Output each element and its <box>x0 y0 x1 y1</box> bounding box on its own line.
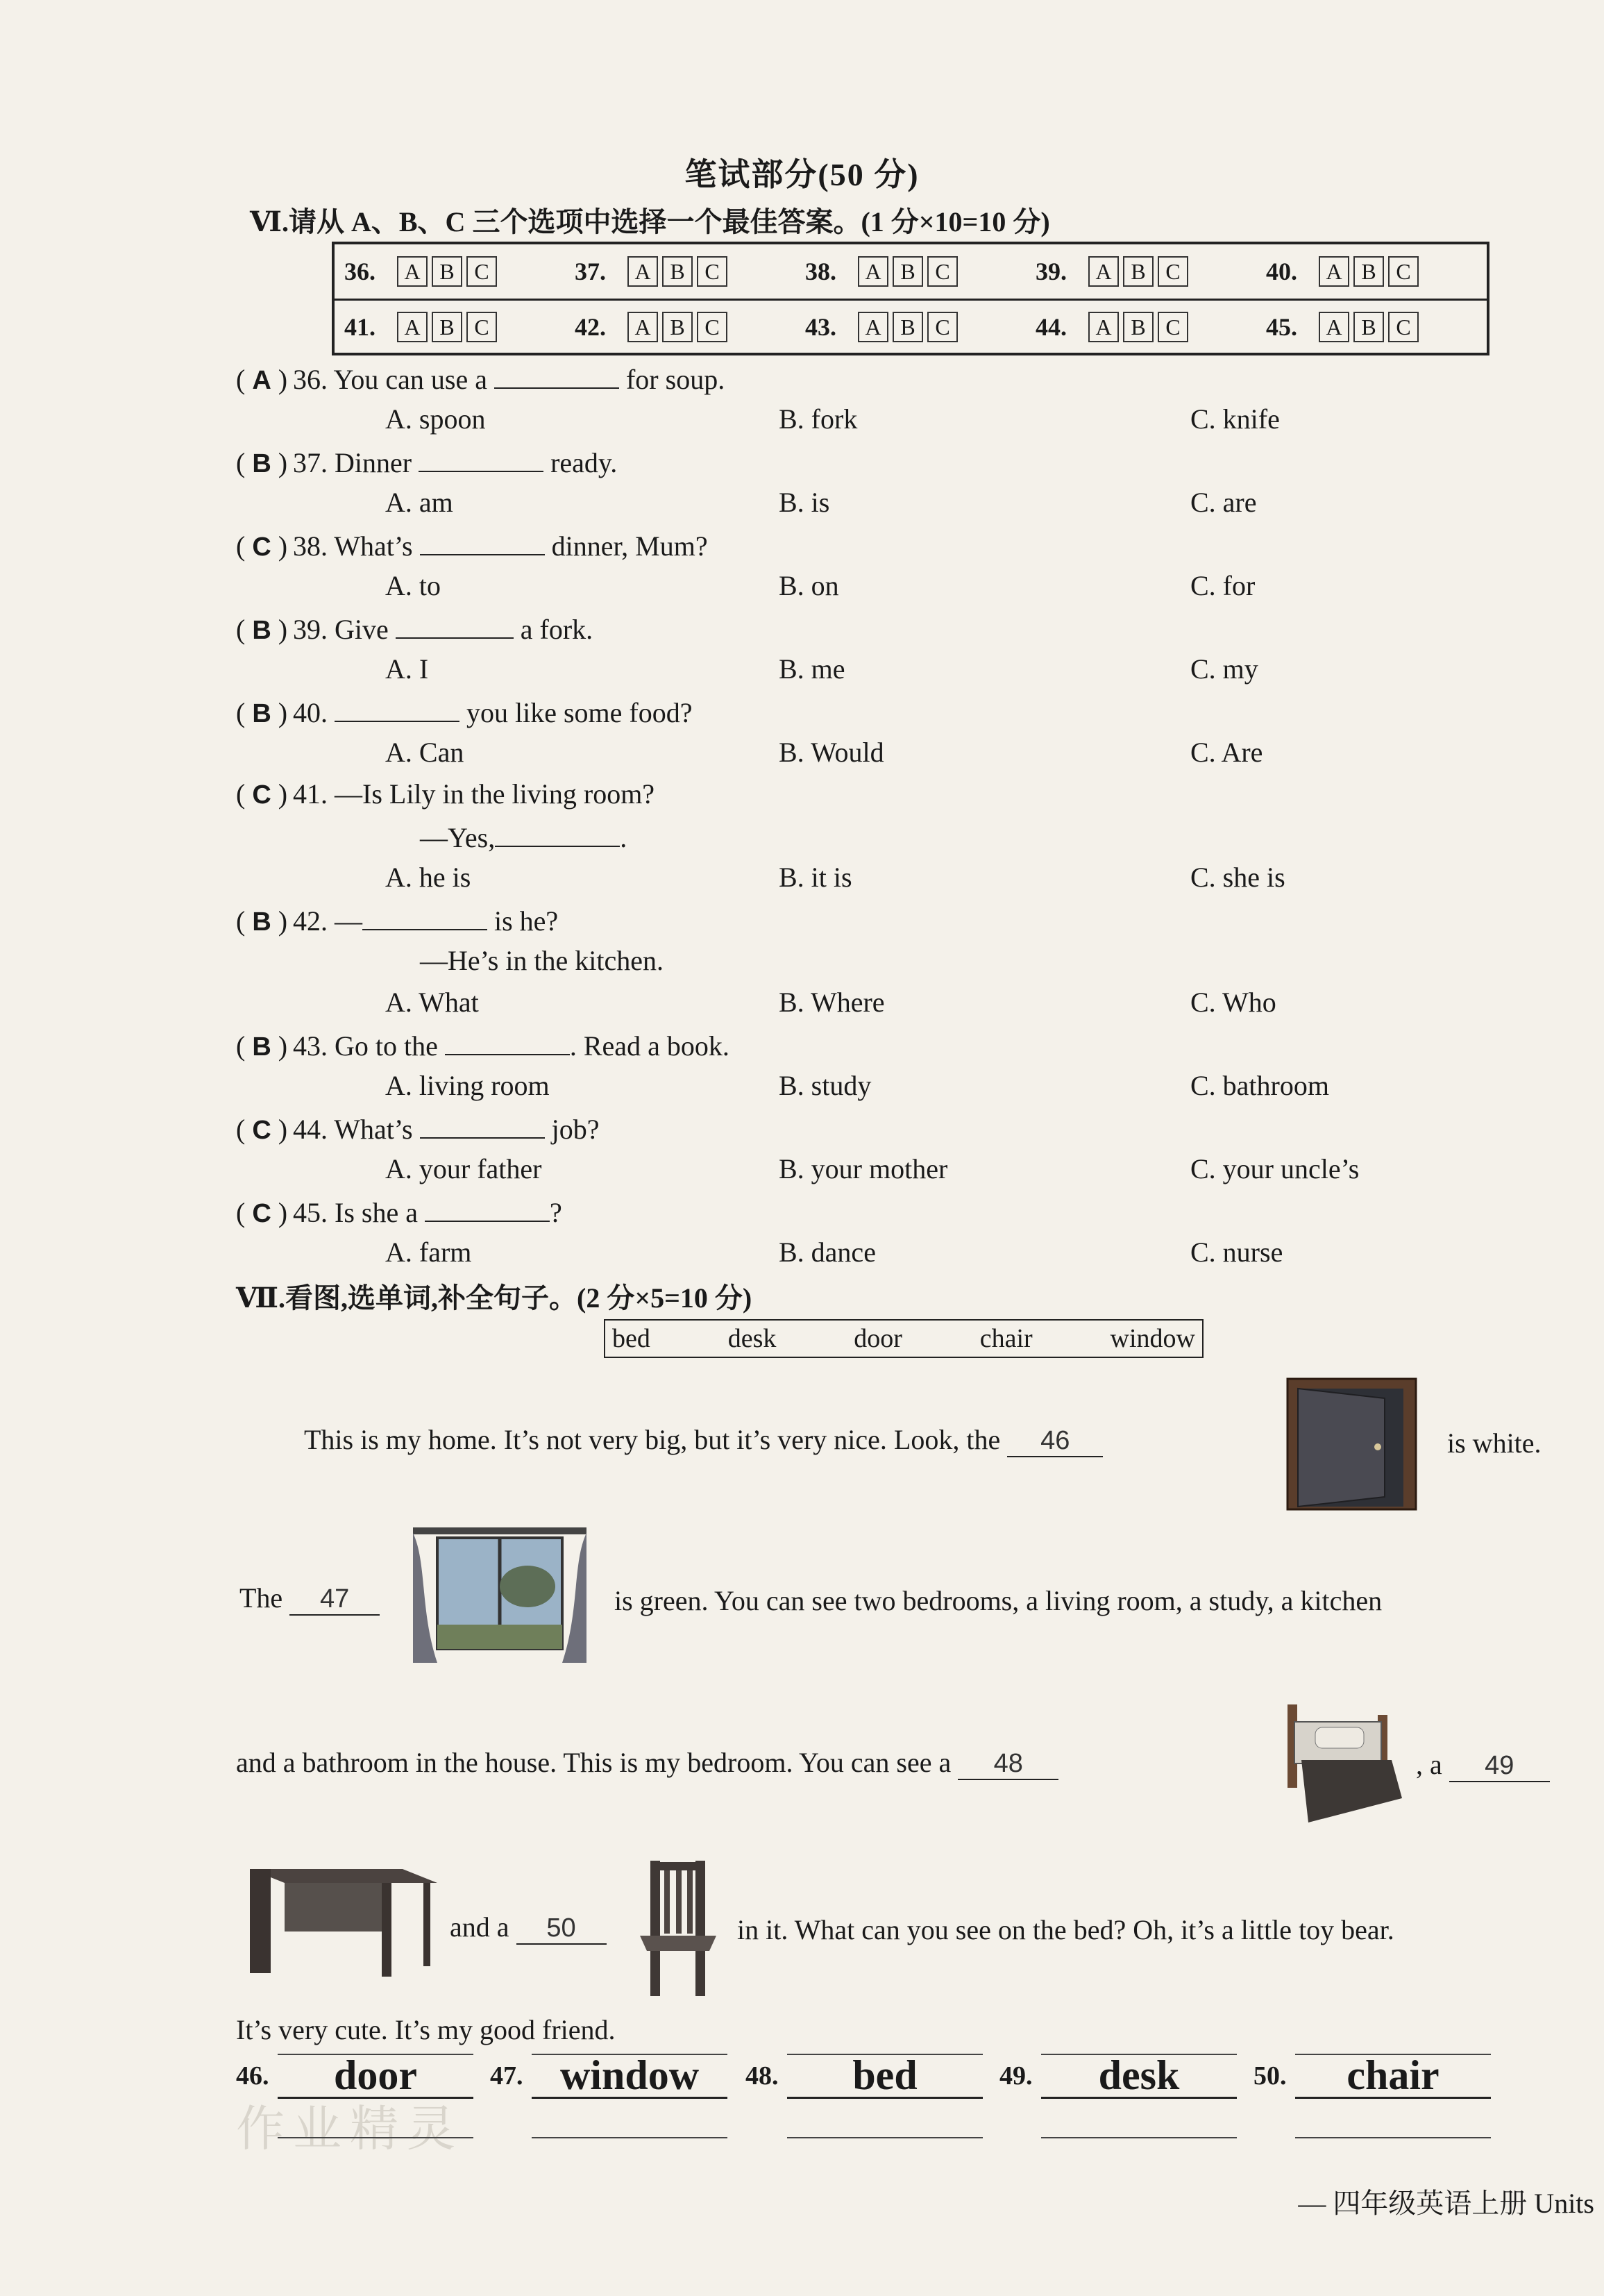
choice-box-c[interactable]: C <box>466 256 497 287</box>
desk-picture <box>236 1855 444 1980</box>
passage-text: and a <box>450 1911 509 1943</box>
answer-mark: B <box>252 449 271 478</box>
option-b[interactable]: B. your mother <box>779 1153 948 1184</box>
grid-cell <box>1026 256 1256 287</box>
question-text: a fork. <box>520 614 593 645</box>
passage-text: is white. <box>1447 1427 1542 1459</box>
choice-box-c[interactable]: C <box>1388 256 1419 287</box>
option-b[interactable]: B. dance <box>779 1237 876 1268</box>
grid-cell <box>335 256 565 287</box>
answer-mark: B <box>252 616 271 645</box>
section-6-heading: Ⅵ.请从 A、B、C 三个选项中选择一个最佳答案。(1 分×10=10 分) <box>250 206 1050 237</box>
question-number: 41. <box>293 778 328 810</box>
blank-46[interactable]: 46 <box>1007 1426 1103 1457</box>
answer-grid <box>332 242 1489 355</box>
choice-box-c[interactable]: C <box>927 312 958 342</box>
option-a[interactable]: A. to <box>385 570 441 601</box>
section-7-heading: Ⅶ.看图,选单词,补全句子。(2 分×5=10 分) <box>236 1282 752 1314</box>
choice-box-a[interactable]: A <box>1319 256 1349 287</box>
question-text: Give <box>335 614 389 645</box>
answer-mark: B <box>252 1032 271 1062</box>
window-picture <box>399 1520 600 1670</box>
option-c[interactable]: C. bathroom <box>1190 1070 1329 1101</box>
choice-box-b[interactable]: B <box>662 312 693 342</box>
answer-grid-row-1 <box>335 244 1487 301</box>
chair-picture <box>633 1854 723 2000</box>
option-a[interactable]: A. farm <box>385 1237 472 1268</box>
word-bank-item: desk <box>727 1324 777 1353</box>
question-39: ( B ) 39. Give a fork. <box>236 611 593 646</box>
word-bank <box>604 1319 1204 1358</box>
choice-box-a[interactable]: A <box>397 312 428 342</box>
option-c[interactable]: C. are <box>1190 487 1257 518</box>
choice-box-b[interactable]: B <box>893 312 923 342</box>
choice-box-a[interactable]: A <box>397 256 428 287</box>
choice-box-c[interactable]: C <box>697 256 727 287</box>
guide-line <box>1041 2137 1237 2138</box>
answer-blank[interactable] <box>494 361 619 389</box>
question-text: Is she a <box>335 1197 418 1228</box>
page-footer: — 四年级英语上册 Units <box>1298 2188 1594 2219</box>
choice-box-c[interactable]: C <box>927 256 958 287</box>
option-b[interactable]: B. it is <box>779 862 852 893</box>
option-a[interactable]: A. Can <box>385 737 464 768</box>
answer-mark: B <box>252 699 271 728</box>
grid-question-number: 45. <box>1266 313 1297 341</box>
option-c[interactable]: C. my <box>1190 653 1258 685</box>
choice-box-b[interactable]: B <box>432 256 462 287</box>
question-number: 44. <box>293 1114 328 1145</box>
option-c[interactable]: C. for <box>1190 570 1256 601</box>
passage-line-1 <box>304 1423 1103 1457</box>
choice-box-a[interactable]: A <box>1319 312 1349 342</box>
question-number: 36. <box>293 364 328 395</box>
passage-text: is green. You can see two bedrooms, a living room, a study, a kitchen <box>614 1585 1383 1616</box>
question-40: ( B ) 40. you like some food? <box>236 694 693 729</box>
answer-number: 47. <box>490 2061 523 2090</box>
grid-question-number: 40. <box>1266 258 1297 285</box>
choice-box-a[interactable]: A <box>858 312 888 342</box>
choice-box-a[interactable]: A <box>627 312 658 342</box>
answer-blank[interactable] <box>425 1194 550 1222</box>
question-text: What’s <box>334 530 413 562</box>
word-bank-item: window <box>1110 1324 1195 1353</box>
choice-box-c[interactable]: C <box>1388 312 1419 342</box>
answer-mark: C <box>252 533 271 562</box>
grid-cell <box>1026 312 1256 342</box>
answer-slot-50[interactable]: chair <box>1295 2054 1491 2099</box>
answer-mark: A <box>252 366 271 395</box>
answer-blank[interactable] <box>445 1028 570 1055</box>
page-title: 笔试部分(50 分) <box>684 157 920 192</box>
grid-question-number: 42. <box>575 313 606 341</box>
passage-line-3-end <box>1416 1748 1550 1782</box>
grid-question-number: 37. <box>575 258 606 285</box>
passage-text: in it. What can you see on the bed? Oh, it’s a little toy bear. <box>737 1914 1394 1945</box>
choice-box-b[interactable]: B <box>1353 256 1384 287</box>
answer-number: 50. <box>1253 2061 1287 2090</box>
passage-text: This is my home. It’s not very big, but it’s very nice. Look, the <box>304 1424 1001 1455</box>
choice-box-c[interactable]: C <box>1158 312 1188 342</box>
choice-box-c[interactable]: C <box>466 312 497 342</box>
word-bank-item: chair <box>979 1324 1033 1353</box>
option-a[interactable]: A. What <box>385 987 479 1018</box>
question-number: 45. <box>293 1197 328 1228</box>
choice-box-a[interactable]: A <box>1088 256 1119 287</box>
option-b[interactable]: B. me <box>779 653 845 685</box>
blank-50[interactable]: 50 <box>516 1913 607 1945</box>
question-text: You can use a <box>333 364 487 395</box>
question-text: job? <box>551 1114 600 1145</box>
word-bank-item: door <box>854 1324 902 1353</box>
option-b[interactable]: B. Would <box>779 737 884 768</box>
question-number: 37. <box>293 447 328 478</box>
choice-box-a[interactable]: A <box>627 256 658 287</box>
passage-text: and a bathroom in the house. This is my bedroom. You can see a <box>236 1747 952 1778</box>
choice-box-b[interactable]: B <box>893 256 923 287</box>
option-a[interactable]: A. living room <box>385 1070 550 1101</box>
answer-slot-47[interactable]: window <box>532 2054 727 2099</box>
passage-line-4 <box>450 1911 607 1945</box>
question-44: ( C ) 44. What’s job? <box>236 1111 599 1146</box>
question-text: What’s <box>334 1114 413 1145</box>
grid-question-number: 38. <box>805 258 836 285</box>
choice-box-b[interactable]: B <box>432 312 462 342</box>
guide-line <box>278 2137 473 2138</box>
guide-line <box>532 2137 727 2138</box>
answer-blank[interactable] <box>335 694 459 722</box>
option-b[interactable]: B. is <box>779 487 830 518</box>
passage-line-3 <box>236 1746 1058 1780</box>
question-43: ( B ) 43. Go to the . Read a book. <box>236 1028 729 1062</box>
choice-box-a[interactable]: A <box>1088 312 1119 342</box>
option-c[interactable]: C. nurse <box>1190 1237 1283 1268</box>
grid-question-number: 41. <box>344 313 375 341</box>
question-36: ( A ) 36. You can use a for soup. <box>236 361 725 396</box>
question-number: 38. <box>293 530 328 562</box>
question-text: is he? <box>494 905 559 937</box>
question-41-line-2: —Yes, . <box>420 819 627 854</box>
answer-slot-49[interactable]: desk <box>1041 2054 1237 2099</box>
answer-number: 46. <box>236 2061 269 2090</box>
blank-47[interactable]: 47 <box>289 1584 380 1616</box>
option-c[interactable]: C. Who <box>1190 987 1276 1018</box>
question-number: 39. <box>293 614 328 645</box>
option-b[interactable]: B. Where <box>779 987 885 1018</box>
grid-question-number: 44. <box>1036 313 1067 341</box>
question-text: —Yes, <box>420 822 496 853</box>
choice-box-c[interactable]: C <box>1158 256 1188 287</box>
question-text: — <box>335 905 362 937</box>
question-text: Go to the <box>335 1030 438 1062</box>
question-45: ( C ) 45. Is she a ? <box>236 1194 562 1229</box>
grid-cell <box>1256 256 1487 287</box>
question-38: ( C ) 38. What’s dinner, Mum? <box>236 528 708 562</box>
choice-box-b[interactable]: B <box>1123 256 1154 287</box>
answer-mark: B <box>252 907 271 937</box>
question-text: ready. <box>550 447 618 478</box>
grid-cell <box>795 256 1026 287</box>
bed-picture <box>1274 1694 1416 1833</box>
answer-blank[interactable] <box>419 444 543 472</box>
question-42-line-2: —He’s in the kitchen. <box>420 945 664 976</box>
watermark-stamp: 作业精灵 <box>236 2103 464 2156</box>
answer-blank[interactable] <box>420 1111 545 1139</box>
grid-cell <box>795 312 1026 342</box>
question-number: 42. <box>293 905 328 937</box>
option-a[interactable]: A. spoon <box>385 403 486 435</box>
word-bank-item: bed <box>612 1324 650 1353</box>
answer-grid-row-2 <box>335 300 1487 354</box>
answer-number: 49. <box>999 2061 1033 2090</box>
question-text: for soup. <box>625 364 725 395</box>
answer-slot-46[interactable]: door <box>278 2054 473 2099</box>
option-b[interactable]: B. on <box>779 570 839 601</box>
question-37: ( B ) 37. Dinner ready. <box>236 444 617 479</box>
answer-blank[interactable] <box>420 528 545 555</box>
question-text: you like some food? <box>466 697 693 728</box>
answer-mark: C <box>252 1199 271 1228</box>
answer-mark: C <box>252 1116 271 1145</box>
option-c[interactable]: C. knife <box>1190 403 1280 435</box>
blank-48[interactable]: 48 <box>958 1749 1058 1780</box>
question-number: 40. <box>293 697 328 728</box>
answer-blank[interactable] <box>396 611 514 639</box>
choice-box-a[interactable]: A <box>858 256 888 287</box>
question-text: Dinner <box>335 447 412 478</box>
answer-number: 48. <box>745 2061 779 2090</box>
question-text: . Read a book. <box>569 1030 729 1062</box>
door-picture <box>1281 1373 1426 1516</box>
grid-cell <box>335 312 565 342</box>
option-a[interactable]: A. I <box>385 653 429 685</box>
option-a[interactable]: A. he is <box>385 862 471 893</box>
grid-cell <box>1256 312 1487 342</box>
guide-line <box>787 2137 983 2138</box>
grid-question-number: 39. <box>1036 258 1067 285</box>
passage-text: The <box>239 1582 283 1614</box>
answer-blank[interactable] <box>495 819 620 847</box>
question-41: ( C ) 41. —Is Lily in the living room? <box>236 778 655 810</box>
choice-box-c[interactable]: C <box>697 312 727 342</box>
choice-box-b[interactable]: B <box>1353 312 1384 342</box>
question-text: dinner, Mum? <box>551 530 708 562</box>
option-c[interactable]: C. your uncle’s <box>1190 1153 1360 1184</box>
choice-box-b[interactable]: B <box>662 256 693 287</box>
answer-slot-48[interactable]: bed <box>787 2054 983 2099</box>
blank-49[interactable]: 49 <box>1449 1751 1550 1782</box>
answer-mark: C <box>252 780 271 810</box>
grid-question-number: 43. <box>805 313 836 341</box>
choice-box-b[interactable]: B <box>1123 312 1154 342</box>
grid-cell <box>565 256 795 287</box>
passage-text: , a <box>1416 1749 1442 1780</box>
answer-blank[interactable] <box>362 903 487 930</box>
question-42: ( B ) 42. — is he? <box>236 903 558 937</box>
passage-line-2 <box>239 1582 380 1616</box>
question-text: ? <box>549 1197 562 1228</box>
grid-cell <box>565 312 795 342</box>
option-a[interactable]: A. your father <box>385 1153 542 1184</box>
option-a[interactable]: A. am <box>385 487 453 518</box>
question-number: 43. <box>293 1030 328 1062</box>
guide-line <box>1295 2137 1491 2138</box>
grid-question-number: 36. <box>344 258 375 285</box>
option-c[interactable]: C. she is <box>1190 862 1285 893</box>
question-text: —Is Lily in the living room? <box>335 778 655 810</box>
option-b[interactable]: B. study <box>779 1070 872 1101</box>
option-c[interactable]: C. Are <box>1190 737 1263 768</box>
option-b[interactable]: B. fork <box>779 403 858 435</box>
passage-text: It’s very cute. It’s my good friend. <box>236 2014 616 2045</box>
